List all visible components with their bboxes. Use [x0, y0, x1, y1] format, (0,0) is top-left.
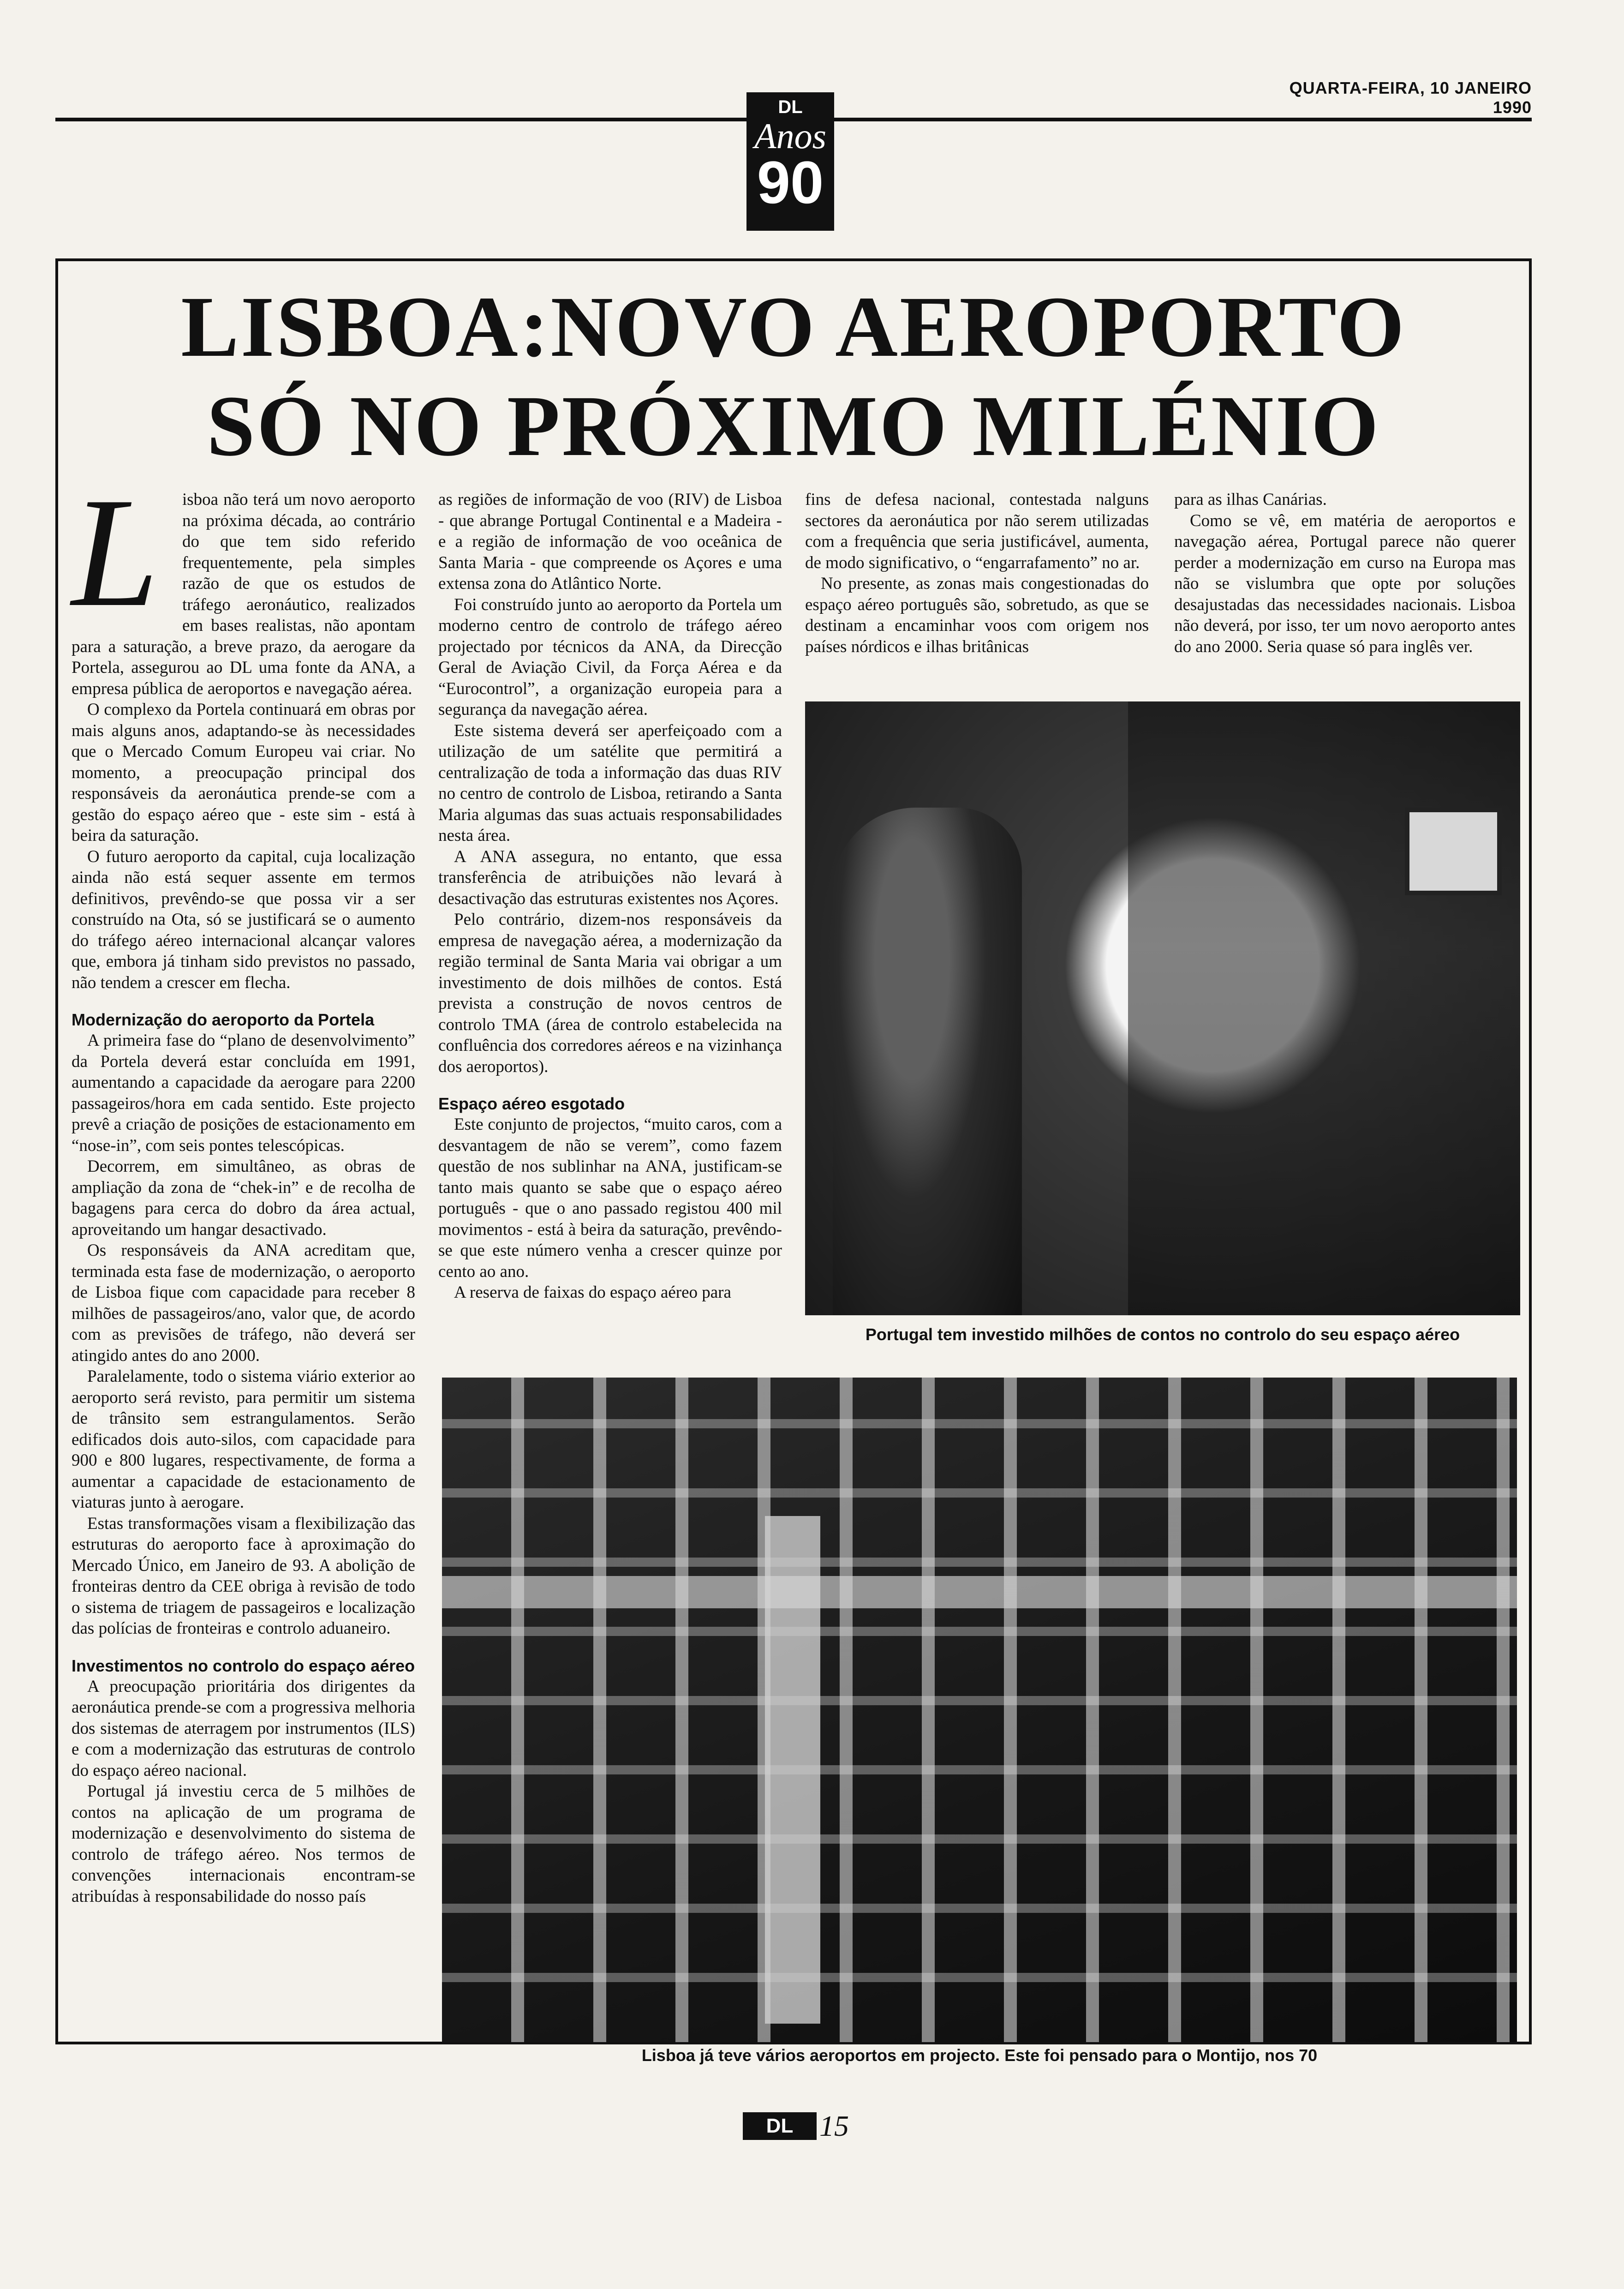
paragraph: O futuro aeroporto da capital, cuja localização ainda não está sequer assente em termos definitivos, prevêndo-se que possa vir a ser construído na Ota, só se justificará se o aumento do tráfego aéreo internacional alcançar valores que, embora já tinham sido previstos no passado, não tendem a crescer em flecha. — [72, 847, 415, 992]
page-number: 15 — [819, 2109, 849, 2142]
controller-figure — [833, 808, 1022, 1315]
monitor-screen — [1405, 808, 1502, 895]
lead-paragraph: L isboa não terá um novo aeroporto na próxima década, ao contrário do que tem sido referido frequentemente, pela simples razão de que os estudos de tráfego aeronáutico, realizados em bases realistas, não apontam para a saturação, a breve prazo, da aerogare da Portela, assegurou ao DL uma fonte da ANA, a empresa pública de aeroportos e navegação aérea. — [72, 465, 415, 698]
headline-line-1: LISBOA:NOVO AEROPORTO — [181, 278, 1406, 375]
subheading: Investimentos no controlo do espaço aéreo — [72, 1656, 415, 1675]
air-traffic-control-photo — [805, 701, 1520, 1315]
paragraph: Paralelamente, todo o sistema viário exterior ao aeroporto será revisto, para permitir um sistema de trânsito sem estrangulamentos. Serão edificados dois auto-silos, com capacidade para 900 e 800 lugares, respectivamente, de forma a aumentar a capacidade de estacionamento de viaturas junto à aerogare. — [72, 1367, 415, 1512]
photo-caption-1: Portugal tem investido milhões de contos no controlo do seu espaço aéreo — [865, 1325, 1460, 1344]
column-3 — [805, 489, 1149, 657]
paragraph: Este sistema deverá ser aperfeiçoado com a utilização de um satélite que permitirá a centralização de toda a informação das duas RIV no centro de controlo de Lisboa, retirando a Santa Maria algumas das suas actuais responsabilidades nesta área. — [438, 721, 782, 845]
column-2 — [438, 489, 782, 1303]
paragraph: fins de defesa nacional, contestada nalguns sectores da aeronáutica por não serem utilizadas com a frequência que seria justificável, aumenta, de modo significativo, o “engarrafamento” no ar. — [805, 490, 1149, 572]
paragraph: Os responsáveis da ANA acreditam que, terminada esta fase de modernização, o aeroporto de Lisboa fique com capacidade para receber 8 milhões de passageiros/ano, valor que, de acordo com as previsões de tráfego, não deverá ser atingido antes do ano 2000. — [72, 1241, 415, 1365]
badge-word: Anos — [754, 116, 826, 156]
headline-line-2: SÓ NO PRÓXIMO MILÉNIO — [207, 378, 1380, 474]
anos-90-badge — [746, 92, 834, 231]
paragraph: Este conjunto de projectos, “muito caros, com a desvantagem de não se verem”, como fazem questão de nos sublinhar na ANA, justificam-se tanto mais quanto se sabe que o espaço aéreo português - que o ano passado registou 400 mil movimentos - está à beira da saturação, prevêndo-se que este número venha a crescer quinze por cento ao ano. — [438, 1115, 782, 1281]
drop-cap: L — [72, 465, 159, 639]
badge-number: 90 — [757, 149, 824, 216]
paragraph: Pelo contrário, dizem-nos responsáveis da empresa de navegação aérea, a modernização da região terminal de Santa Maria vai obrigar a um investimento de dois milhões de contos. Está prevista a construção de novos centros de controlo TMA (área de controlo estabelecida na confluência dos corredores aéreos e na vizinhança dos aeroportos). — [438, 910, 782, 1076]
subheading: Modernização do aeroporto da Portela — [72, 1010, 375, 1029]
paragraph: No presente, as zonas mais congestionadas do espaço aéreo português são, sobretudo, as que se destinam a encaminhar voos com origem nos países nórdicos e ilhas britânicas — [805, 574, 1149, 656]
column-1 — [72, 465, 415, 1907]
control-console — [1128, 701, 1520, 1315]
paragraph: A preocupação prioritária dos dirigentes da aeronáutica prende-se com a progressiva melhoria dos sistemas de aterragem por instrumentos (ILS) e com a modernização das estruturas de controlo do espaço aéreo nacional. — [72, 1677, 415, 1780]
subheading: Espaço aéreo esgotado — [438, 1094, 625, 1113]
runway-strip — [442, 1576, 1517, 1608]
page-footer — [743, 2109, 881, 2141]
paragraph: A ANA assegura, no entanto, que essa transferência de atribuições não levará à desactivação das estruturas existentes nos Açores. — [438, 847, 782, 908]
paragraph: Estas transformações visam a flexibilização das estruturas do aeroporto face à aproximação do Mercado Único, em Janeiro de 93. A abolição de fronteiras dentro da CEE obriga à revisão de todo o sistema de triagem de passageiros e localização das polícias de fronteiras e controlo aduaneiro. — [72, 1514, 415, 1638]
article-headline — [65, 277, 1522, 475]
airport-model-photo — [442, 1378, 1517, 2042]
paragraph: A primeira fase do “plano de desenvolvimento” da Portela deverá estar concluída em 1991, aumentando a capacidade da aerogare para 2200 passageiros/hora em cada sentido. Este projecto prevê a criação de posições de estacionamento em “nose-in”, com seis pontes telescópicas. — [72, 1031, 415, 1155]
paragraph: A reserva de faixas do espaço aéreo para — [454, 1283, 731, 1302]
paragraph: O complexo da Portela continuará em obras por mais alguns anos, adaptando-se às necessidades que o Mercado Comum Europeu vai criar. No momento, a preocupação principal dos responsáveis da aeronáutica prende-se com a gestão do espaço aéreo que - este sim - está à beira da saturação. — [72, 700, 415, 845]
column-4 — [1174, 489, 1516, 657]
paragraph: Como se vê, em matéria de aeroportos e navegação aérea, Portugal parece não querer perder a modernização em curso na Europa mas não se vislumbra que opte por soluções desajustadas das necessidades nacionais. Lisboa não deverá, por isso, ter um novo aeroporto antes do ano 2000. Seria quase só para inglês ver. — [1174, 511, 1516, 656]
photo-caption-2: Lisboa já teve vários aeroportos em projecto. Este foi pensado para o Montijo, nos 70 — [641, 2046, 1318, 2065]
paragraph: as regiões de informação de voo (RIV) de Lisboa - que abrange Portugal Continental e a Madeira - e a região de informação de voo oceânica de Santa Maria - que compreende os Açores e uma extensa zona do Atlântico Norte. — [438, 490, 782, 593]
paragraph: Decorrem, em simultâneo, as obras de ampliação da zona de “chek-in” e de recolha de bagagens para cerca do dobro da área actual, aproveitando um hangar desactivado. — [72, 1157, 415, 1239]
footer-logo: DL — [743, 2112, 817, 2140]
paragraph: Portugal já investiu cerca de 5 milhões de contos na aplicação de um programa de modernização e desenvolvimento do sistema de controlo de tráfego aéreo. Nos termos de convenções internacionais encontram-se atribuídas à responsabilidade do nosso país — [72, 1782, 415, 1906]
badge-logo: DL — [778, 97, 803, 117]
paragraph: Foi construído junto ao aeroporto da Portela um moderno centro de controlo de tráfego aéreo projectado por técnicos da ANA, da Direcção Geral de Aviação Civil, da Força Aérea e da “Eurocontrol”, a organização europeia para a segurança da navegação aérea. — [438, 595, 782, 719]
issue-date: QUARTA-FEIRA, 10 JANEIRO 1990 — [1289, 78, 1532, 117]
paragraph: para as ilhas Canárias. — [1174, 490, 1327, 509]
